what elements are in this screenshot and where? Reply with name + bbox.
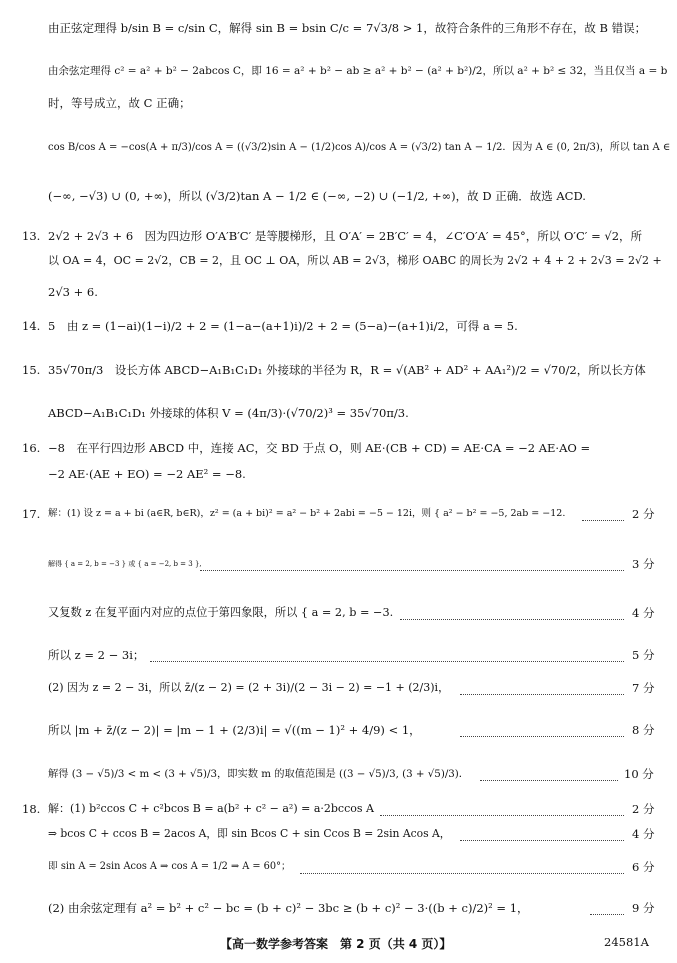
text-line-11: ABCD−A₁B₁C₁D₁ 外接球的体积 V = (4π/3)·(√70/2)³ = 35√70π/3. [48,406,409,420]
dot-leader [460,736,624,737]
text-line-18: (2) 因为 z = 2 − 3i，所以 z̄/(z − 2) = (2 + 3i)/(2 − 3i − 2) = −1 + (2/3)i， [48,681,450,694]
question-number-14: 14. [22,319,41,333]
text-line-10: 35√70π/3 设长方体 ABCD−A₁B₁C₁D₁ 外接球的半径为 R，R = √(AB² + AD² + AA₁²)/2 = √70/2，所以长方体 [48,363,646,377]
score-label: 5 分 [632,648,655,662]
question-number-17: 17. [22,507,41,521]
score-label: 3 分 [632,557,655,571]
dot-leader [300,873,624,874]
text-line-24: (2) 由余弦定理有 a² = b² + c² − bc = (b + c)² − 3bc ≥ (b + c)² − 3·((b + c)/2)² = 1， [48,901,529,915]
text-line-20: 解得 (3 − √5)/3 < m < (3 + √5)/3，即实数 m 的取值范围是 ((3 − √5)/3, (3 + √5)/3)． [48,768,470,780]
page-footer-code: 24581A [604,935,649,949]
text-line-21: 解：(1) b²ccos C + c²bcos B = a(b² + c² − a²) = a·2bccos A [48,802,374,815]
dot-leader [380,815,624,816]
score-label: 10 分 [624,767,654,781]
text-line-13: −2 AE·(AE + EO) = −2 AE² = −8. [48,467,246,481]
score-label: 4 分 [632,606,655,620]
text-line-6: 2√2 + 2√3 + 6 因为四边形 O′A′B′C′ 是等腰梯形，且 O′A′ = 2B′C′ = 4，∠C′O′A′ = 45°，所以 O′C′ = √2，所 [48,229,643,243]
text-line-14: 解：(1) 设 z = a + bi (a∈R, b∈R)，z² = (a + bi)² = a² − b² + 2abi = −5 − 12i，则 { a² − b² = −5, 2ab = −12. [48,508,566,519]
score-label: 7 分 [632,681,655,695]
score-label: 4 分 [632,827,655,841]
dot-leader [150,661,624,662]
text-line-19: 所以 |m + z̄/(z − 2)| = |m − 1 + (2/3)i| = √((m − 1)² + 4/9) < 1， [48,723,421,737]
dot-leader [200,570,624,571]
dot-leader [480,780,618,781]
dot-leader [460,694,624,695]
text-line-5: (−∞, −√3) ∪ (0, +∞)，所以 (√3/2)tan A − 1/2 ∈ (−∞, −2) ∪ (−1/2, +∞)，故 D 正确．故选 ACD. [48,189,586,203]
dot-leader [590,914,624,915]
dot-leader [460,840,624,841]
text-line-9: 5 由 z = (1−ai)(1−i)/2 + 2 = (1−a−(a+1)i)/2 + 2 = (5−a)−(a+1)i/2，可得 a = 5. [48,319,518,333]
score-label: 9 分 [632,901,655,915]
question-number-13: 13. [22,229,41,243]
text-line-16: 又复数 z 在复平面内对应的点位于第四象限，所以 { a = 2, b = −3. [48,606,394,619]
dot-leader [582,520,624,521]
text-line-15: 解得 { a = 2, b = −3 } 或 { a = −2, b = 3 }, [48,560,202,568]
question-number-18: 18. [22,802,41,816]
text-line-17: 所以 z = 2 − 3i； [48,648,145,662]
text-line-2: 由余弦定理得 c² = a² + b² − 2abcos C，即 16 = a² + b² − ab ≥ a² + b² − (a² + b²)/2，所以 a² + b² ≤ 32，当且仅当 a = b [48,65,668,77]
text-line-3: 时，等号成立，故 C 正确； [48,96,191,110]
question-number-15: 15. [22,363,41,377]
text-line-7: 以 OA = 4，OC = 2√2，CB = 2，且 OC ⊥ OA，所以 AB = 2√3，梯形 OABC 的周长为 2√2 + 4 + 2 + 2√3 = 2√2 + [48,254,662,267]
text-line-23: 即 sin A = 2sin Acos A ⇒ cos A = 1/2 ⇒ A = 60°； [48,861,291,872]
score-label: 2 分 [632,802,655,816]
text-line-22: ⇒ bcos C + ccos B = 2acos A，即 sin Bcos C + sin Ccos B = 2sin Acos A， [48,827,451,840]
text-line-4: cos B/cos A = −cos(A + π/3)/cos A = ((√3/2)sin A − (1/2)cos A)/cos A = (√3/2) tan A − 1/2．因为 A ∈ (0, 2π/3)，所以 tan A ∈ [48,142,671,153]
text-line-1: 由正弦定理得 b/sin B = c/sin C，解得 sin B = bsin C/c = 7√3/8 > 1，故符合条件的三角形不存在，故 B 错误； [48,21,647,35]
text-line-12: −8 在平行四边形 ABCD 中，连接 AC，交 BD 于点 O，则 AE·(CB + CD) = AE·CA = −2 AE·AO = [48,441,591,455]
dot-leader [400,619,624,620]
score-label: 8 分 [632,723,655,737]
score-label: 6 分 [632,860,655,874]
text-line-8: 2√3 + 6. [48,285,98,299]
question-number-16: 16. [22,441,41,455]
page-footer-title: 【高一数学参考答案 第 2 页（共 4 页）】 [220,937,452,951]
score-label: 2 分 [632,507,655,521]
